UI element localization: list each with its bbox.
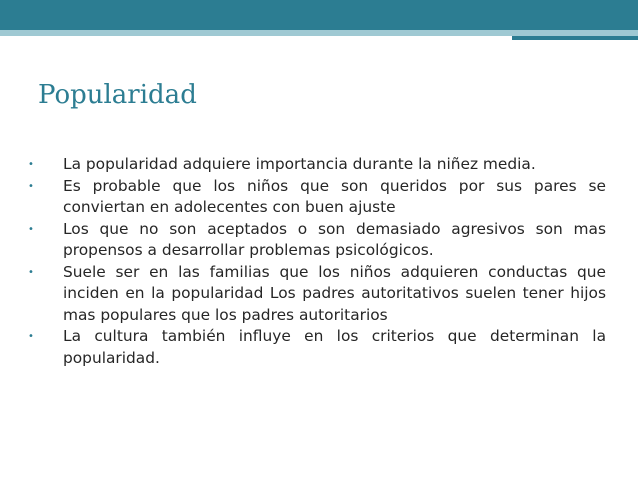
slide-title: Popularidad xyxy=(38,80,197,110)
bullet-text: La cultura también influye en los criterios que determinan la popularidad. xyxy=(63,327,606,367)
bullet-list xyxy=(28,154,606,369)
top-band-dark-stripe xyxy=(0,0,638,30)
bullet-text: Los que no son aceptados o son demasiado agresivos son mas propensos a desarrollar problemas psicológicos. xyxy=(63,219,606,259)
bullet-item xyxy=(28,154,606,176)
bullet-text: Suele ser en las familias que los niños adquieren conductas que inciden en la popularidad Los padres autoritativos suelen tener hijos mas populares que los padres autoritarios xyxy=(63,262,606,324)
bullet-text: Es probable que los niños que son queridos por sus pares se conviertan en adolecentes con buen ajuste xyxy=(63,176,606,216)
bullet-item xyxy=(28,326,606,369)
top-band-accent-tab xyxy=(512,36,638,40)
bullet-text: La popularidad adquiere importancia durante la niñez media. xyxy=(63,155,536,173)
bullet-icon: • xyxy=(28,331,34,342)
bullet-item xyxy=(28,262,606,327)
bullet-icon: • xyxy=(28,159,34,170)
top-decorative-band xyxy=(0,0,638,36)
bullet-icon: • xyxy=(28,223,34,235)
bullet-icon: • xyxy=(28,266,34,278)
bullet-item xyxy=(28,219,606,262)
bullet-icon: • xyxy=(28,180,34,192)
bullet-item xyxy=(28,176,606,219)
